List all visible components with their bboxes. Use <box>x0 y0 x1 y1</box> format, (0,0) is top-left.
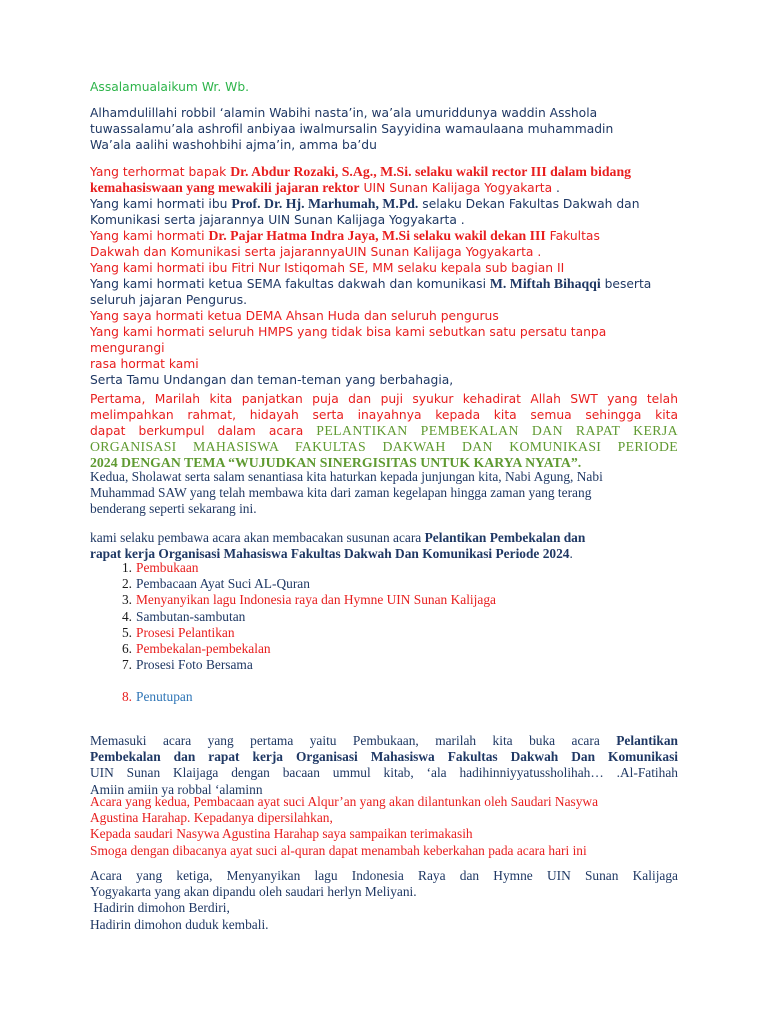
respect-text: . <box>552 181 560 195</box>
pertama-line <box>90 423 678 439</box>
respect-section <box>90 164 678 388</box>
respect-line-3 <box>90 228 678 244</box>
respect-name: Dr. Pajar Hatma Indra Jaya, M.Si selaku wakil dekan III <box>208 228 546 243</box>
susunan-title: rapat kerja Organisasi Mahasiswa Fakultas Dakwah Dan Komunikasi Periode 2024 <box>90 546 570 562</box>
agenda-number: 2. <box>121 576 132 592</box>
kedua-line: benderang seperti sekarang ini. <box>90 501 257 517</box>
acara-ketiga-paragraph <box>90 868 678 933</box>
memasuki-line: Pembekalan dan rapat kerja Organisasi Mahasiswa Fakultas Dakwah Dan Komunikasi <box>90 749 678 765</box>
kedua-paragraph <box>90 469 678 518</box>
respect-line-8: Serta Tamu Undangan dan teman-teman yang berbahagia, <box>90 373 454 387</box>
agenda-text: Sambutan-sambutan <box>136 608 246 624</box>
memasuki-text: Memasuki acara yang pertama yaitu Pembukaan, marilah kita buka acara <box>90 733 617 748</box>
acara-kedua-line: Smoga dengan dibacanya ayat suci al-quran dapat menambah keberkahan pada acara hari ini <box>90 842 587 858</box>
respect-text: Fakultas <box>545 229 600 243</box>
respect-line-5 <box>90 276 678 292</box>
acara-kedua-line: Acara yang kedua, Pembacaan ayat suci Alqur’an yang akan dilantunkan oleh Saudari Nasywa <box>90 794 599 809</box>
respect-text: Yang kami hormati ibu <box>90 197 232 211</box>
acara-ketiga-line: Hadirin dimohon duduk kembali. <box>90 916 269 932</box>
kedua-line: Muhammad SAW yang telah membawa kita dari zaman kegelapan hingga zaman yang terang <box>90 485 592 501</box>
agenda-item <box>90 592 678 608</box>
susunan-text: kami selaku pembawa acara akan membacakan susunan acara <box>90 530 425 545</box>
agenda-number: 7. <box>121 657 132 673</box>
agenda-text: Prosesi Foto Bersama <box>136 657 253 673</box>
agenda-item <box>90 689 678 705</box>
acara-kedua-paragraph <box>90 794 678 859</box>
respect-text: Yang kami hormati <box>90 229 209 243</box>
agenda-text: Pembekalan-pembekalan <box>136 641 271 657</box>
susunan-paragraph <box>90 530 678 562</box>
respect-text: UIN Sunan Kalijaga Yogyakarta <box>359 181 553 195</box>
memasuki-title: Pelantikan <box>616 733 678 748</box>
respect-line-3b: Dakwah dan Komunikasi serta jajarannyaUIN Sunan Kalijaga Yogyakarta . <box>90 245 542 259</box>
agenda-number: 5. <box>121 624 132 640</box>
opening-paragraph <box>90 105 678 153</box>
pertama-line: Pertama, Marilah kita panjatkan puja dan puji syukur kehadirat Allah SWT yang telah <box>90 392 678 406</box>
respect-name: Dr. Abdur Rozaki, S.Ag., M.Si. selaku wakil rector III dalam bidang <box>230 164 632 179</box>
pertama-text: dapat berkumpul dalam acara <box>90 424 317 438</box>
agenda-list <box>90 560 678 706</box>
event-title: ORGANISASI MAHASISWA FAKULTAS DAKWAH DAN KOMUNIKASI PERIODE <box>90 439 678 454</box>
agenda-item <box>90 576 678 592</box>
susunan-text: . <box>569 546 573 562</box>
pertama-line: melimpahkan rahmat, hidayah serta inayahnya kepada kita semua sehingga kita <box>90 408 678 422</box>
acara-ketiga-line: Acara yang ketiga, Menyanyikan lagu Indonesia Raya dan Hymne UIN Sunan Kalijaga <box>90 868 678 883</box>
salam-text: Assalamualaikum Wr. Wb. <box>90 80 250 94</box>
respect-text: beserta <box>600 277 652 291</box>
agenda-text: Penutupan <box>136 689 193 705</box>
event-theme: 2024 DENGAN TEMA “WUJUDKAN SINERGISITAS UNTUK KARYA NYATA”. <box>90 455 582 470</box>
respect-line-1b <box>90 180 678 196</box>
respect-line-4: Yang kami hormati ibu Fitri Nur Istiqomah SE, MM selaku kepala sub bagian II <box>90 261 565 275</box>
respect-name: M. Miftah Bihaqqi <box>489 276 601 291</box>
greeting-salam <box>90 79 678 95</box>
memasuki-line: UIN Sunan Klaijaga dengan bacaan ummul kitab, ‘ala hadihinniyyatussholihah… .Al-Fatihah <box>90 765 678 781</box>
agenda-number: 3. <box>121 592 132 608</box>
respect-line-5b: seluruh jajaran Pengurus. <box>90 293 248 307</box>
acara-kedua-line: Agustina Harahap. Kepadanya dipersilahkan, <box>90 810 333 826</box>
agenda-text: Prosesi Pelantikan <box>136 624 235 640</box>
respect-line-7: Yang kami hormati seluruh HMPS yang tidak bisa kami sebutkan satu persatu tanpa mengurangi <box>90 325 607 355</box>
respect-line-1 <box>90 164 678 180</box>
susunan-title: Pelantikan Pembekalan dan <box>424 530 586 545</box>
respect-name: kemahasiswaan yang mewakili jajaran rektor <box>90 180 360 195</box>
respect-line-6: Yang saya hormati ketua DEMA Ahsan Huda dan seluruh pengurus <box>90 309 499 323</box>
kedua-line: Kedua, Sholawat serta salam senantiasa kita haturkan kepada junjungan kita, Nabi Agung, Nabi <box>90 469 603 484</box>
acara-kedua-line: Kepada saudari Nasywa Agustina Harahap saya sampaikan terimakasih <box>90 826 473 842</box>
respect-text: Yang kami hormati ketua SEMA fakultas dakwah dan komunikasi <box>90 277 490 291</box>
event-title: PELANTIKAN PEMBEKALAN DAN RAPAT KERJA <box>316 423 679 438</box>
agenda-number: 4. <box>121 608 132 624</box>
respect-name: Prof. Dr. Hj. Marhumah, M.Pd. <box>231 196 419 211</box>
respect-text: Yang terhormat bapak <box>90 165 231 179</box>
agenda-text: Pembukaan <box>136 560 199 575</box>
agenda-item <box>90 657 678 673</box>
agenda-number: 8. <box>121 689 132 705</box>
respect-line-2 <box>90 196 678 212</box>
agenda-item <box>90 609 678 625</box>
respect-line-7b: rasa hormat kami <box>90 357 199 371</box>
acara-ketiga-line: Hadirin dimohon Berdiri, <box>90 900 230 916</box>
agenda-text: Menyanyikan lagu Indonesia raya dan Hymne UIN Sunan Kalijaga <box>136 592 496 608</box>
susunan-line <box>90 530 678 546</box>
respect-line-2b: Komunikasi serta jajarannya UIN Sunan Kalijaga Yogyakarta . <box>90 213 465 227</box>
respect-text: selaku Dekan Fakultas Dakwah dan <box>418 197 640 211</box>
memasuki-line: Amiin amiin ya robbal ‘alaminn <box>90 781 263 797</box>
agenda-number: 1. <box>121 560 132 575</box>
opening-line: Alhamdulillahi robbil ‘alamin Wabihi nasta’in, wa’ala umuriddunya waddin Asshola <box>90 106 598 120</box>
memasuki-line <box>90 733 678 749</box>
agenda-item <box>90 560 678 576</box>
agenda-number: 6. <box>121 641 132 657</box>
opening-line: tuwassalamu’ala ashrofil anbiyaa iwalmursalin Sayyidina wamaulaana muhammadin <box>90 122 614 136</box>
opening-line: Wa’ala aalihi washohbihi ajma’in, amma ba’du <box>90 138 377 152</box>
agenda-item <box>90 641 678 657</box>
memasuki-paragraph <box>90 733 678 798</box>
agenda-text: Pembacaan Ayat Suci AL-Quran <box>136 576 310 592</box>
acara-ketiga-line: Yogyakarta yang akan dipandu oleh saudari herlyn Meliyani. <box>90 884 417 900</box>
pertama-paragraph <box>90 391 678 471</box>
agenda-item <box>90 625 678 641</box>
